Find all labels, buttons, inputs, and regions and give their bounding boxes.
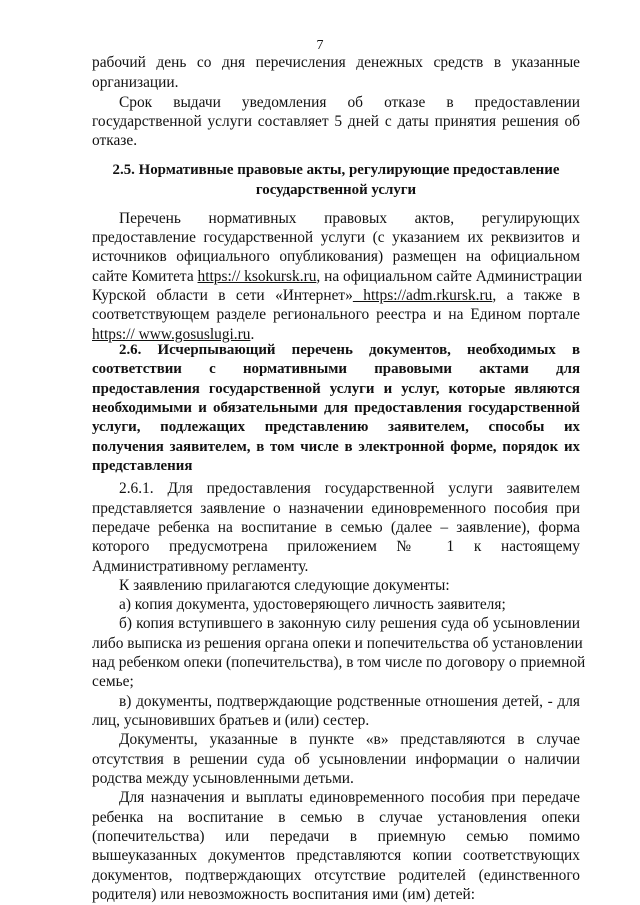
text-line: государственной услуги составляет 5 дней с даты принятия решения об [92, 112, 580, 130]
text-line: Административному регламенту. [92, 557, 309, 575]
section-heading: услуги, подлежащих представлению заявителем, способы их [92, 419, 580, 436]
text-fragment: Курской области в сети «Интернет» [92, 286, 353, 304]
text-line: Перечень нормативных правовых актов, регулирующих [119, 209, 580, 227]
page-number: 7 [316, 38, 324, 53]
text-line: представляется заявление о назначении единовременного пособия при [92, 499, 580, 517]
text-fragment: . [250, 325, 255, 343]
text-line: отказе. [92, 132, 138, 150]
list-item: б) копия вступившего в законную силу решения суда об усыновлении [119, 615, 580, 633]
text-line [92, 267, 583, 287]
text-line: ребенка на воспитание в семью в случае установления опеки [92, 808, 580, 826]
text-line: Срок выдачи уведомления об отказе в предоставлении [119, 93, 580, 111]
text-line: К заявлению прилагаются следующие документы: [119, 576, 450, 594]
text-line: рабочий день со дня перечисления денежных средств в указанные [92, 54, 580, 71]
text-line: (попечительства) или передачи в приемную семью помимо [92, 828, 580, 845]
section-heading: 2.5. Нормативные правовые акты, регулирующие предоставление [112, 162, 560, 179]
text-line: организации. [92, 74, 179, 92]
text-line: либо выписка из решения органа опеки и попечительства об установлении [92, 634, 583, 652]
text-line [92, 286, 580, 306]
section-heading: предоставления государственной услуги и услуг, которые являются [92, 380, 580, 397]
text-line: лиц, усыновивших братьев и (или) сестер. [92, 712, 370, 730]
section-heading: представления [92, 458, 193, 474]
ksokursk-link[interactable]: https:// ksokursk.ru [197, 267, 317, 285]
gosuslugi-link[interactable]: https:// www.gosuslugi.ru [92, 325, 251, 343]
text-line: 2.6.1. Для предоставления государственной услуги заявителем [119, 480, 580, 498]
text-line: вышеуказанных документов представляются копии соответствующих [92, 847, 580, 865]
text-line: Документы, указанные в пункте «в» представляются в случае [119, 731, 580, 749]
text-fragment: , на официальном сайте Администрации [316, 267, 583, 285]
section-heading: 2.6. Исчерпывающий перечень документов, необходимых в [119, 342, 580, 358]
text-line: семье; [92, 673, 134, 691]
section-heading: получения заявителем, в том числе в электронной форме, порядок их [92, 438, 580, 455]
list-item: в) документы, подтверждающие родственные отношения детей, - для [119, 692, 580, 710]
section-heading: необходимыми и обязательными для предоставления государственной [92, 400, 580, 416]
text-fragment: сайте Комитета [92, 267, 198, 285]
text-line: родства между усыновленными детьми. [92, 770, 354, 787]
section-heading: государственной услуги [255, 181, 417, 198]
text-line: соответствующем разделе регионального реестра и на Едином портале [92, 306, 580, 324]
list-item: а) копия документа, удостоверяющего личность заявителя; [119, 596, 506, 614]
section-heading: соответствии с нормативными правовыми актами для [92, 361, 580, 378]
text-line: над ребенком опеки (попечительства), в том числе по договору о приемной [92, 654, 586, 672]
text-line: Для назначения и выплаты единовременного пособия при передаче [119, 789, 580, 807]
text-fragment: , а также в [492, 286, 580, 304]
text-line: предоставление государственной услуги (с указанием их реквизитов и [92, 228, 580, 246]
text-line: источников официального опубликования) размещен на официальном [92, 248, 580, 266]
text-line: документов, подтверждающих отсутствие родителей (единственного [92, 866, 580, 884]
text-line: отсутствия в решении суда об усыновлении информации о наличии [92, 750, 580, 768]
text-line: передаче ребенка на воспитание в семью (далее – заявление), форма [92, 518, 580, 536]
text-line: родителя) или невозможность воспитания ими (им) детей: [92, 886, 476, 903]
text-line: которого предусмотрена приложением № 1 к настоящему [92, 538, 580, 556]
adm-rkursk-link[interactable]: https://adm.rkursk.ru [352, 286, 493, 304]
